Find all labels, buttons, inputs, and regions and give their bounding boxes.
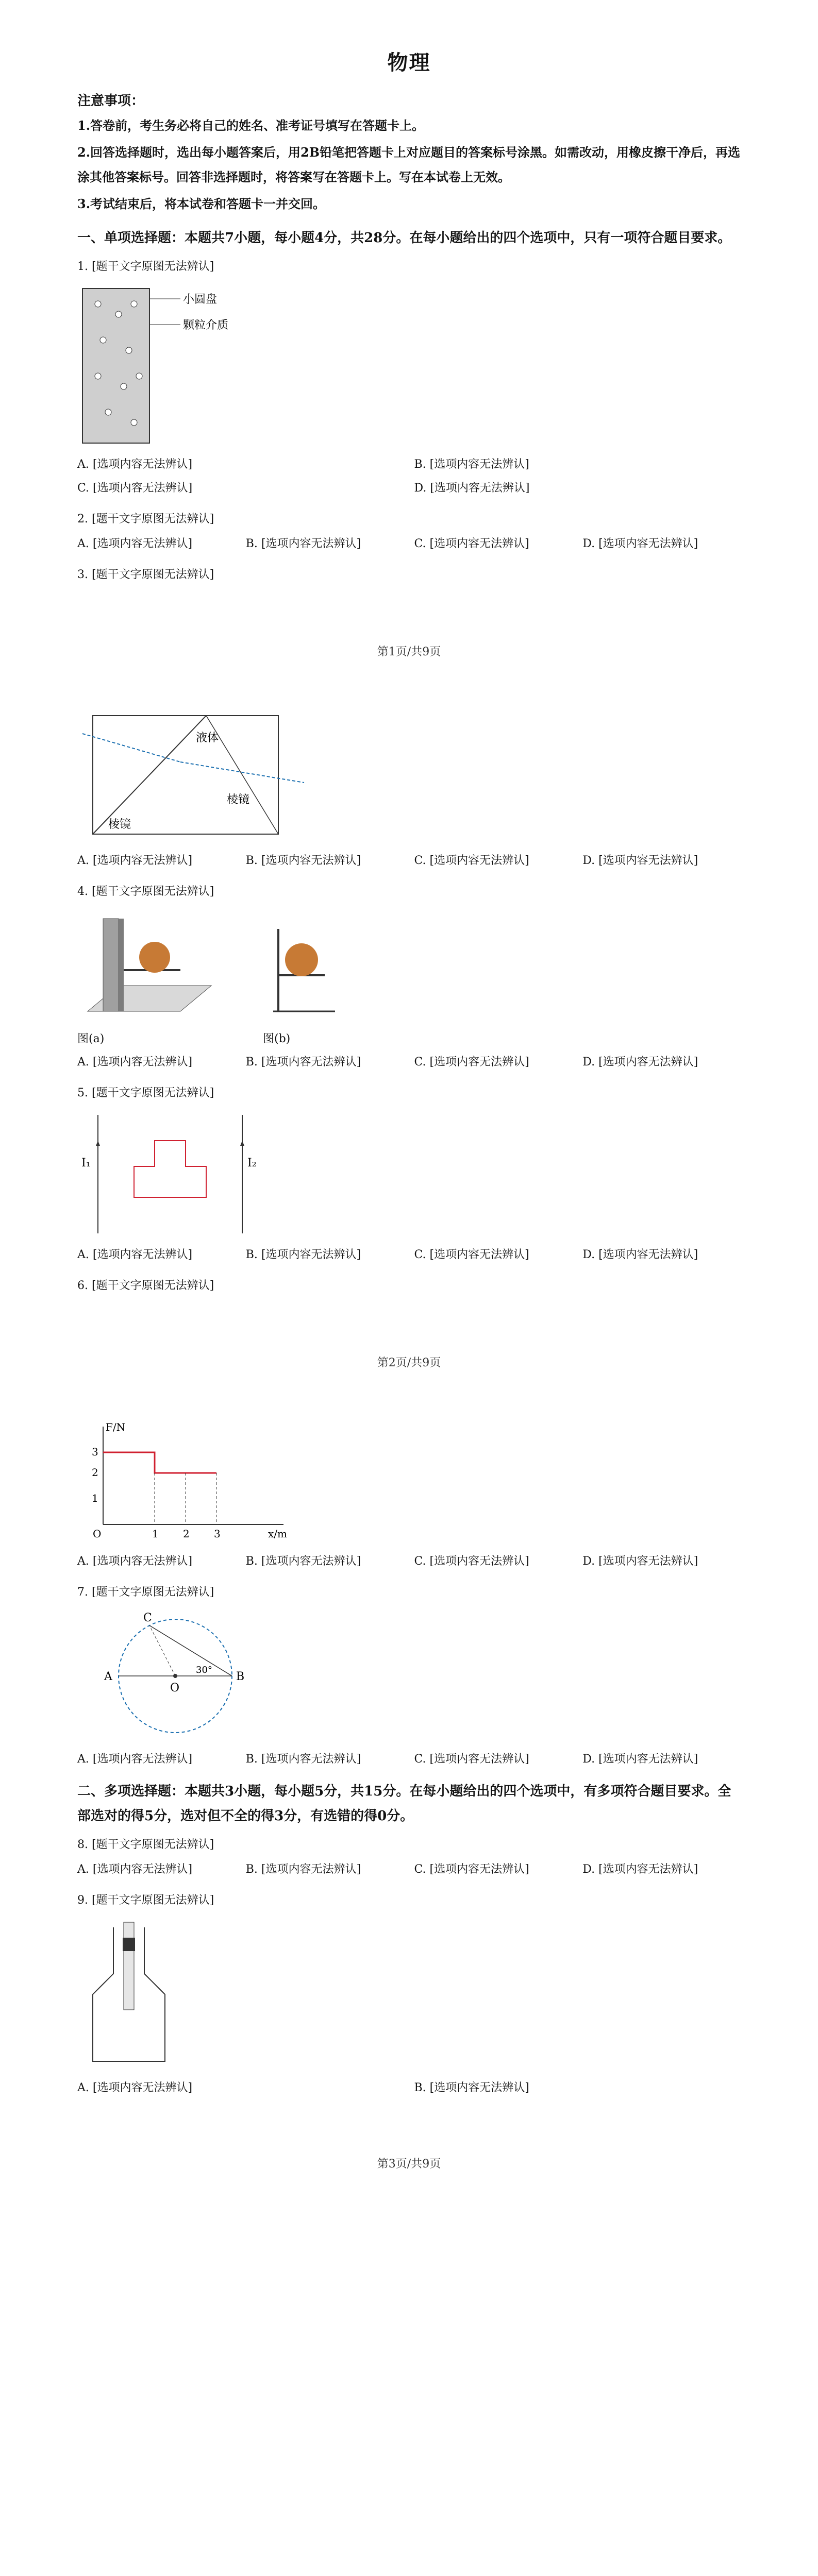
option: A. [选项内容无法辨认] [77,1056,193,1069]
option: D. [选项内容无法辨认] [582,537,698,550]
figure-label: 棱镜 [227,793,250,806]
figure-label: 1 [152,1528,159,1540]
question-5-stem: 5. [题干文字原图无法辨认] [77,1087,214,1099]
option: D. [选项内容无法辨认] [582,1753,698,1766]
option: D. [选项内容无法辨认] [582,854,698,867]
option: C. [选项内容无法辨认] [414,1555,529,1568]
option: A. [选项内容无法辨认] [77,458,193,471]
page-footer: 第3页/共9页 [377,2158,441,2171]
option: D. [选项内容无法辨认] [582,1863,698,1876]
option: C. [选项内容无法辨认] [77,482,193,495]
question-7-options [77,1749,741,1770]
option: B. [选项内容无法辨认] [245,1753,361,1766]
notice-item: 1.答卷前，考生务必将自己的姓名、准考证号填写在答题卡上。 [77,118,425,133]
option: C. [选项内容无法辨认] [414,1248,529,1261]
option: B. [选项内容无法辨认] [414,2081,529,2094]
question-8-stem: 8. [题干文字原图无法辨认] [77,1838,214,1851]
question-9-figure [77,1917,741,2072]
question-1-options [77,454,741,499]
question-4-stem: 4. [题干文字原图无法辨认] [77,885,214,898]
figure-label: 3 [214,1528,221,1540]
figure-label: 小圆盘 [183,293,218,306]
figure-label: C [143,1612,152,1624]
option: B. [选项内容无法辨认] [245,1056,361,1069]
question-9-options [77,2078,741,2098]
question-3-stem: 3. [题干文字原图无法辨认] [77,568,214,581]
figure-b [263,908,345,1046]
question-4-options [77,1052,741,1073]
option: B. [选项内容无法辨认] [245,1863,361,1876]
question-6-figure [77,1416,741,1545]
option: B. [选项内容无法辨认] [245,1555,361,1568]
option: A. [选项内容无法辨认] [77,854,193,867]
figure-a [77,908,232,1046]
page-title: 物理 [387,50,431,75]
option: A. [选项内容无法辨认] [77,2081,193,2094]
option: C. [选项内容无法辨认] [414,1056,529,1069]
figure-label: 1 [92,1492,98,1504]
option: D. [选项内容无法辨认] [582,1056,698,1069]
option: D. [选项内容无法辨认] [582,1248,698,1261]
option: C. [选项内容无法辨认] [414,1863,529,1876]
question-6-stem: 6. [题干文字原图无法辨认] [77,1279,214,1292]
option: A. [选项内容无法辨认] [77,1555,193,1568]
question-9-stem: 9. [题干文字原图无法辨认] [77,1894,214,1907]
option: C. [选项内容无法辨认] [414,854,529,867]
option: A. [选项内容无法辨认] [77,537,193,550]
option: C. [选项内容无法辨认] [414,1753,529,1766]
figure-label: A [104,1670,112,1683]
option: A. [选项内容无法辨认] [77,1863,193,1876]
question-1-figure [77,283,741,448]
question-5-figure [77,1110,741,1239]
question-5-options [77,1245,741,1265]
question-4-figures [77,908,741,1046]
figure-label: 颗粒介质 [183,319,229,332]
figure-caption: 图(a) [77,1032,105,1045]
option: B. [选项内容无法辨认] [245,537,361,550]
notice-item: 2.回答选择题时，选出每小题答案后，用2B铅笔把答题卡上对应题目的答案标号涂黑。如需改动，用橡皮擦干净后，再选涂其他答案标号。回答非选择题时，将答案写在答题卡上。写在本试卷上无效。 [77,145,741,184]
option: B. [选项内容无法辨认] [414,458,529,471]
figure-label: 液体 [196,732,219,744]
question-2-stem: 2. [题干文字原图无法辨认] [77,513,214,526]
option: C. [选项内容无法辨认] [414,537,529,550]
question-1-stem: 1. [题干文字原图无法辨认] [77,260,214,273]
figure-label: 2 [92,1466,98,1479]
question-6-options [77,1551,741,1572]
question-8-options [77,1859,741,1880]
option: B. [选项内容无法辨认] [245,1248,361,1261]
section-heading-single: 一、单项选择题：本题共7小题，每小题4分，共28分。在每小题给出的四个选项中，只有一项符合题目要求。 [77,230,731,246]
notice-heading: 注意事项： [77,93,145,109]
figure-label: I₂ [247,1157,257,1170]
option: A. [选项内容无法辨认] [77,1248,193,1261]
figure-label: F/N [106,1421,126,1433]
figure-label: x/m [268,1528,287,1540]
notice-block [77,90,741,216]
figure-label: 2 [183,1528,190,1540]
figure-label: I₁ [81,1157,91,1170]
option: B. [选项内容无法辨认] [245,854,361,867]
figure-label: O [170,1682,180,1694]
option: D. [选项内容无法辨认] [414,482,530,495]
question-3-options [77,851,741,871]
question-2-options [77,534,741,554]
question-3-figure [77,705,741,844]
section-heading-multiple: 二、多项选择题：本题共3小题，每小题5分，共15分。在每小题给出的四个选项中，有多项符合题目要求。全部选对的得5分，选对但不全的得3分，有选错的得0分。 [77,1784,731,1824]
option: A. [选项内容无法辨认] [77,1753,193,1766]
page-footer: 第1页/共9页 [377,646,441,658]
notice-item: 3.考试结束后，将本试卷和答题卡一并交回。 [77,196,326,211]
figure-label: 30° [196,1665,212,1675]
question-7-stem: 7. [题干文字原图无法辨认] [77,1586,214,1599]
figure-label: O [93,1528,102,1540]
question-7-figure [77,1609,741,1743]
option: D. [选项内容无法辨认] [582,1555,698,1568]
figure-label: B [236,1670,245,1683]
figure-caption: 图(b) [263,1032,291,1045]
figure-label: 3 [92,1446,98,1458]
page-footer: 第2页/共9页 [377,1357,441,1369]
figure-label: 棱镜 [108,818,131,831]
